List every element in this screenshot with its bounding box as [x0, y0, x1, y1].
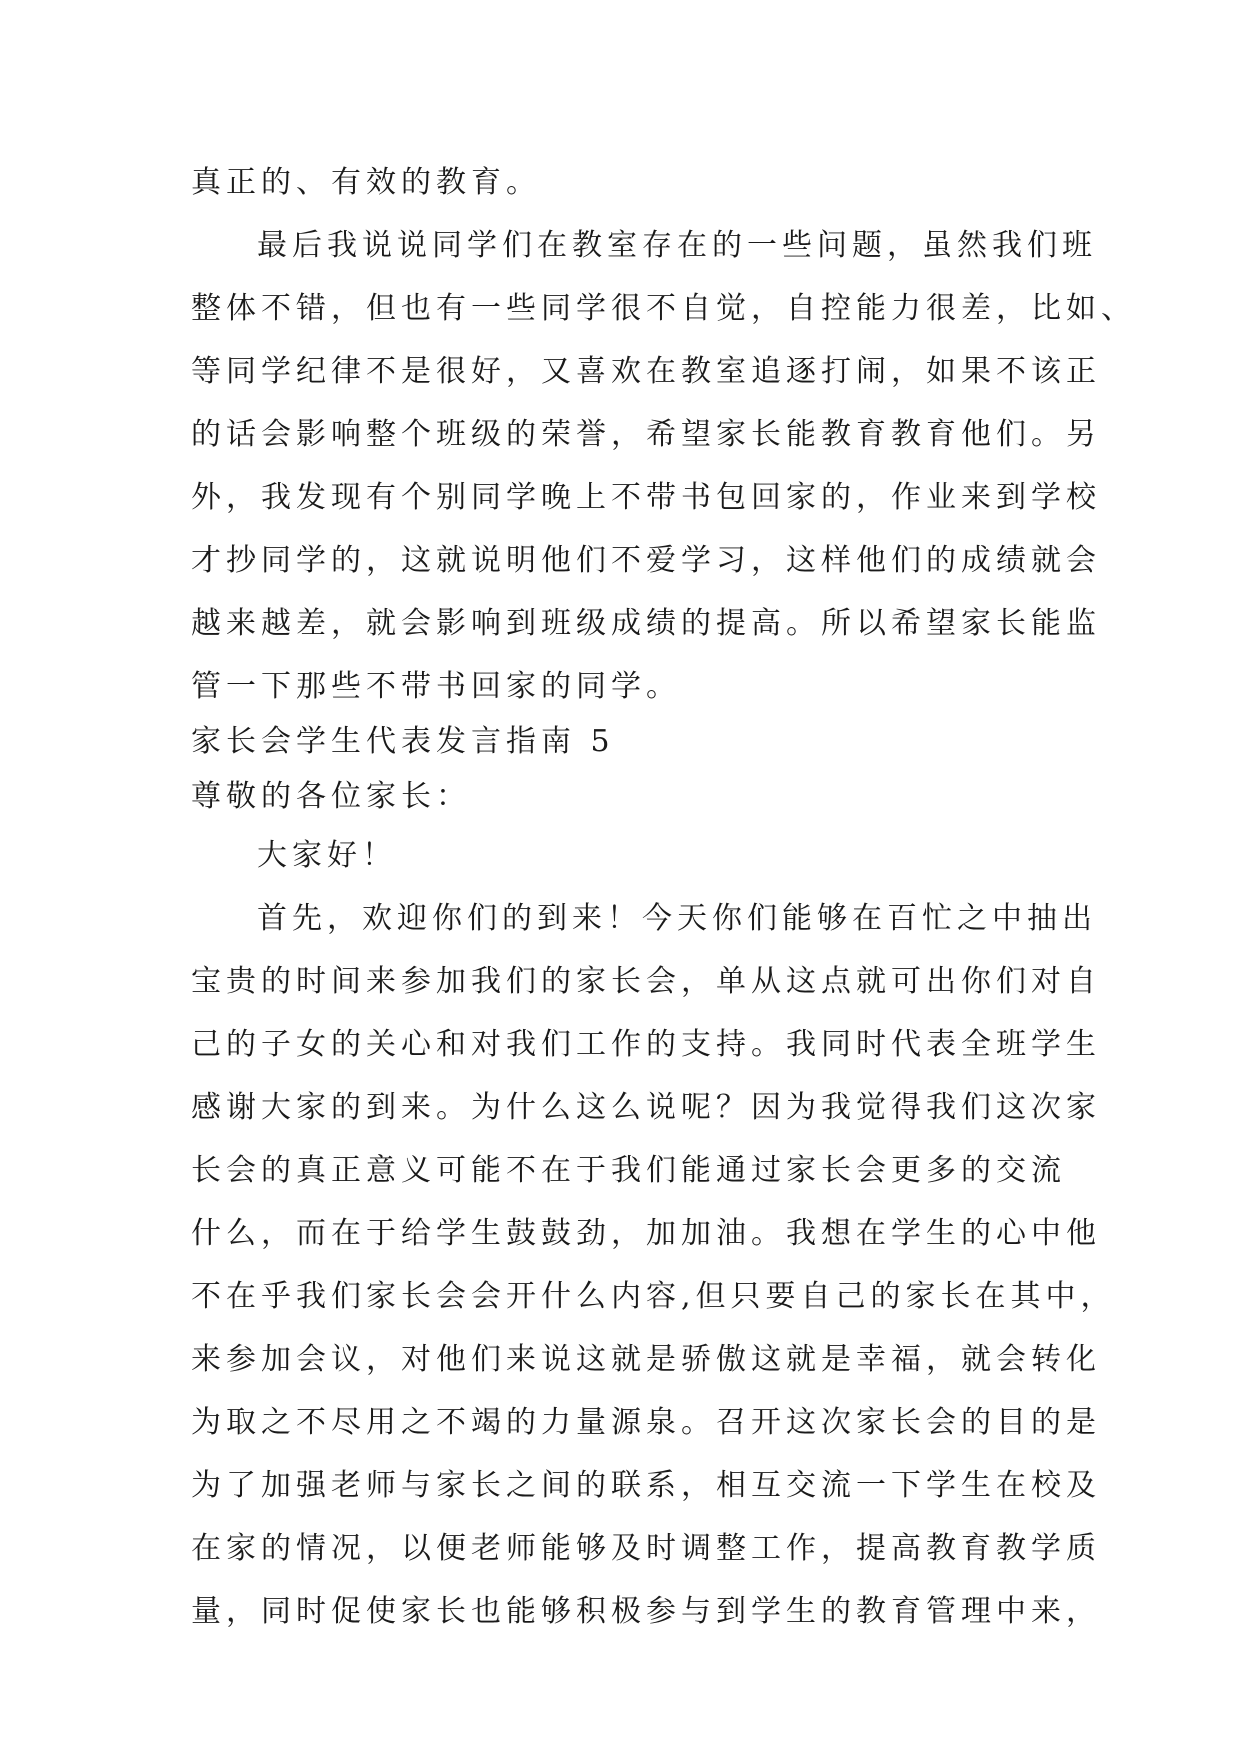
- section-heading: 家长会学生代表发言指南 5: [191, 724, 615, 759]
- text-line: 越来越差，就会影响到班级成绩的提高。所以希望家长能监: [191, 606, 1101, 641]
- greeting: 大家好！: [257, 838, 397, 873]
- text-line: 己的子女的关心和对我们工作的支持。我同时代表全班学生: [191, 1027, 1101, 1062]
- paragraph-start-line: 首先，欢迎你们的到来！今天你们能够在百忙之中抽出: [257, 901, 1097, 936]
- text-line: 来参加会议，对他们来说这就是骄傲这就是幸福，就会转化: [191, 1342, 1101, 1377]
- text-line: 长会的真正意义可能不在于我们能通过家长会更多的交流: [191, 1153, 1066, 1188]
- text-line: 为了加强老师与家长之间的联系，相互交流一下学生在校及: [191, 1468, 1101, 1503]
- paragraph-start-line: 最后我说说同学们在教室存在的一些问题，虽然我们班: [257, 228, 1097, 263]
- text-line: 管一下那些不带书回家的同学。: [191, 669, 681, 704]
- text-line: 的话会影响整个班级的荣誉，希望家长能教育教育他们。另: [191, 417, 1101, 452]
- text-line: 等同学纪律不是很好，又喜欢在教室追逐打闹，如果不该正: [191, 354, 1101, 389]
- text-line: 不在乎我们家长会会开什么内容,但只要自己的家长在其中，: [191, 1279, 1116, 1314]
- text-line: 量，同时促使家长也能够积极参与到学生的教育管理中来，: [191, 1594, 1101, 1629]
- text-line: 宝贵的时间来参加我们的家长会，单从这点就可出你们对自: [191, 964, 1101, 999]
- text-line: 才抄同学的，这就说明他们不爱学习，这样他们的成绩就会: [191, 543, 1101, 578]
- text-line: 什么，而在于给学生鼓鼓劲，加加油。我想在学生的心中他: [191, 1216, 1101, 1251]
- text-line: 外，我发现有个别同学晚上不带书包回家的，作业来到学校: [191, 480, 1101, 515]
- text-line: 感谢大家的到来。为什么这么说呢？因为我觉得我们这次家: [191, 1090, 1101, 1125]
- text-line: 整体不错，但也有一些同学很不自觉，自控能力很差，比如、: [191, 291, 1136, 326]
- text-line: 真正的、有效的教育。: [191, 165, 541, 200]
- text-line: 为取之不尽用之不竭的力量源泉。召开这次家长会的目的是: [191, 1405, 1101, 1440]
- text-line: 在家的情况，以便老师能够及时调整工作，提高教育教学质: [191, 1531, 1101, 1566]
- salutation: 尊敬的各位家长：: [191, 779, 471, 814]
